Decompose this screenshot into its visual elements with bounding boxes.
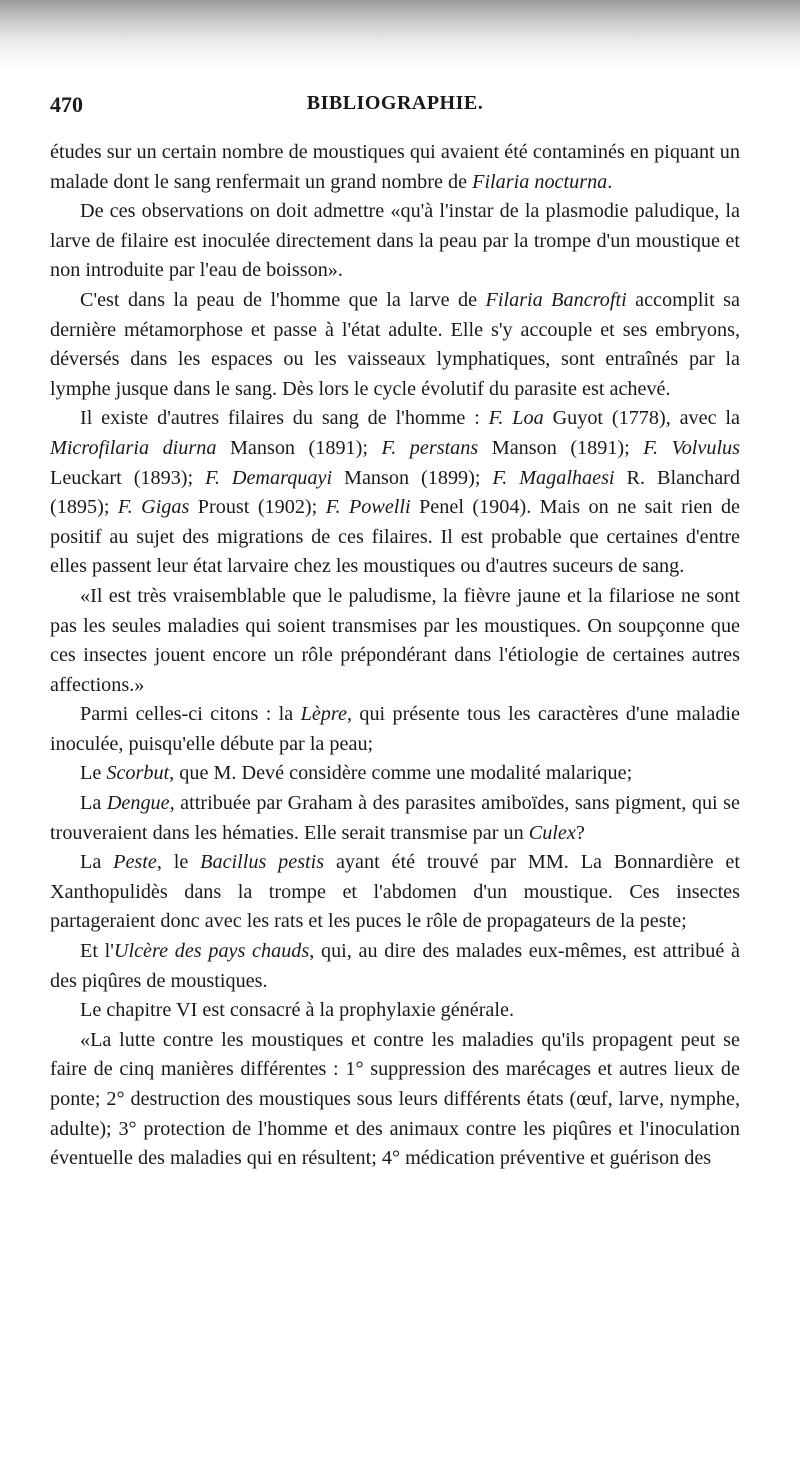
paragraph xyxy=(50,996,740,1026)
text-run: La xyxy=(80,851,114,874)
paragraph xyxy=(50,700,740,759)
text-run: Il existe d'autres filaires du sang de l'homme : xyxy=(80,407,489,430)
italic-text: F. Demarquayi xyxy=(205,466,333,489)
paragraph xyxy=(50,138,740,197)
italic-text: Filaria Bancrofti xyxy=(485,288,627,311)
italic-text: Ulcère des pays chauds xyxy=(113,940,310,963)
text-run: Proust (1902); xyxy=(189,496,326,519)
italic-text: F. Loa xyxy=(488,407,544,430)
text-run: , que M. Devé considère comme une modalité malarique; xyxy=(169,762,633,785)
paragraph xyxy=(50,759,740,789)
text-run: «La lutte contre les moustiques et contre les maladies qu'ils propagent peut se faire de cinq manières différentes : 1° suppression des marécages et autres lieux de ponte; 2° destruction des moustiques sous leurs différents états (œuf, larve, nymphe, adulte); 3° protection de l'homme et des animaux contre les piqûres et l'inoculation éventuelle des maladies qui en résultent; 4° médication préventive et guérison des xyxy=(50,1028,740,1170)
paragraph xyxy=(50,582,740,700)
italic-text: F. Volvulus xyxy=(643,436,741,459)
italic-text: Filaria nocturna xyxy=(472,170,608,193)
italic-text: Microfilaria diurna xyxy=(50,436,217,459)
paragraph xyxy=(50,286,740,404)
paragraph xyxy=(50,404,740,582)
text-run: R. Blanchard (1895); xyxy=(50,466,740,519)
text-run: Guyot (1778), avec la xyxy=(543,407,740,430)
paragraph xyxy=(50,937,740,996)
text-run: . xyxy=(607,170,613,193)
italic-text: Lèpre xyxy=(300,703,347,726)
italic-text: F. perstans xyxy=(381,436,479,459)
page-body xyxy=(50,138,740,1174)
text-run: Leuckart (1893); xyxy=(50,466,206,489)
text-run: «Il est très vraisemblable que le paludisme, la fièvre jaune et la filariose ne sont pas les seules maladies qui soient transmises par les moustiques. On soupçonne que ces insectes jouent encore un rôle prépondérant dans l'étiologie de certaines autres affections.» xyxy=(50,584,740,696)
text-run: Parmi celles-ci citons : la xyxy=(80,703,301,726)
text-run: , qui présente tous les caractères d'une maladie inoculée, puisqu'elle débute par la peau; xyxy=(50,703,740,755)
text-run: Et l' xyxy=(80,940,114,963)
italic-text: F. Gigas xyxy=(117,496,190,519)
scan-shadow xyxy=(0,0,800,72)
text-run: , qui, au dire des malades eux-mêmes, est attribué à des piqûres de moustiques. xyxy=(50,940,741,992)
text-run: De ces observations on doit admettre «qu'à l'instar de la plasmodie paludique, la larve de filaire est inoculée directement dans la peau par la trompe d'un moustique et non introduite par l'eau de boisson». xyxy=(50,200,740,282)
text-run: Le chapitre VI est consacré à la prophylaxie générale. xyxy=(80,999,515,1022)
text-run: , attribuée par Graham à des parasites amiboïdes, sans pigment, qui se trouveraient dans les hématies. Elle serait transmise par un xyxy=(50,792,740,844)
italic-text: F. Magalhaesi xyxy=(492,466,615,489)
italic-text: F. Powelli xyxy=(325,496,411,519)
running-title: BIBLIOGRAPHIE. xyxy=(306,92,484,114)
italic-text: Scorbut xyxy=(106,762,170,785)
text-run: études sur un certain nombre de moustiques qui avaient été contaminés en piquant un malade dont le sang renfermait un grand nombre de xyxy=(50,141,740,193)
italic-text: Peste xyxy=(113,851,157,874)
paragraph xyxy=(50,1026,740,1174)
page-header xyxy=(50,92,740,128)
page-number: 470 xyxy=(50,92,83,117)
text-run: Manson (1891); xyxy=(216,436,382,459)
text-run: , le xyxy=(156,851,201,874)
text-run: Le xyxy=(80,762,107,785)
text-run: Penel (1904). Mais on ne sait rien de positif au sujet des migrations de ces filaires. Il est probable que certaines d'entre elles passent leur état larvaire chez les moustiques ou d'autres suceurs de sang. xyxy=(50,496,741,578)
italic-text: Culex xyxy=(528,821,576,844)
text-run: ? xyxy=(575,821,585,844)
text-run: ayant été trouvé par MM. La Bonnardière et Xanthopulidès dans la trompe et l'abdomen d'un moustique. Ces insectes partageraient donc avec les rats et les puces le rôle de propagateurs de la peste; xyxy=(50,851,740,933)
text-run: C'est dans la peau de l'homme que la larve de xyxy=(80,288,486,311)
paragraph xyxy=(50,197,740,286)
text-run: accomplit sa dernière métamorphose et passe à l'état adulte. Elle s'y accouple et ses embryons, déversés dans les espaces ou les vaisseaux lymphatiques, sont entraînés par la lymphe jusque dans le sang. Dès lors le cycle évolutif du parasite est achevé. xyxy=(50,288,740,400)
italic-text: Dengue xyxy=(106,792,170,815)
paragraph xyxy=(50,789,740,848)
text-run: Manson (1899); xyxy=(332,466,493,489)
text-run: La xyxy=(80,792,107,815)
paragraph xyxy=(50,848,740,937)
italic-text: Bacillus pestis xyxy=(200,851,325,874)
text-run: Manson (1891); xyxy=(478,436,644,459)
